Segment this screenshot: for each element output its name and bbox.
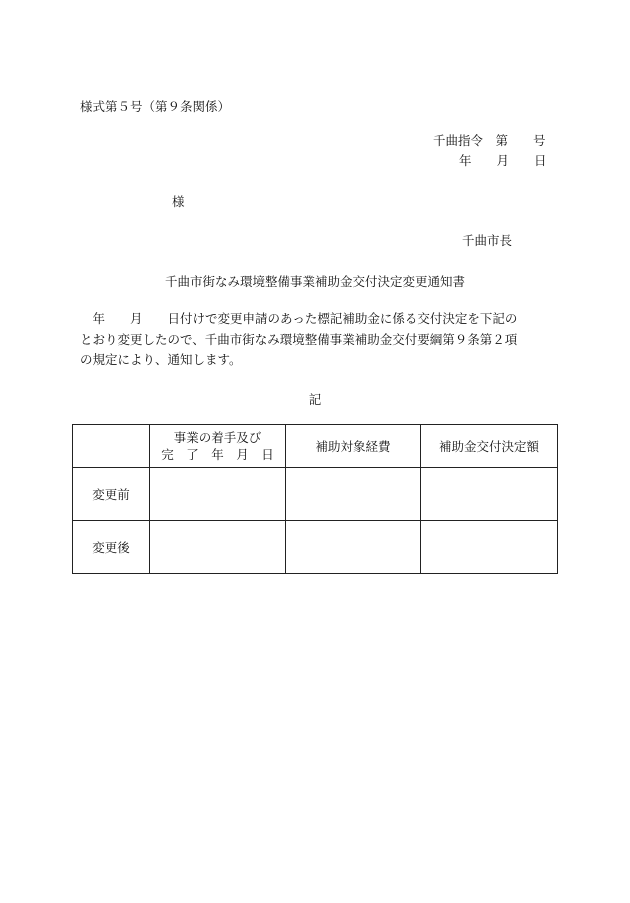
cell-before-cost — [286, 468, 421, 521]
header-start-line: 事業の着手及び — [173, 430, 262, 445]
sender-name: 千曲市長 — [462, 233, 513, 248]
cell-before-dates — [150, 468, 286, 521]
table-row — [73, 521, 558, 574]
table-header-row — [73, 425, 558, 468]
row-label-after: 変更後 — [73, 521, 150, 574]
header-empty-cell — [73, 425, 150, 468]
issuer-number-line: 千曲指令 第 号 — [433, 133, 546, 148]
issue-date-line: 年 月 日 — [459, 153, 547, 168]
change-table — [72, 424, 558, 574]
cell-after-dates — [150, 521, 286, 574]
header-grant-amount: 補助金交付決定額 — [421, 425, 558, 468]
body-text — [80, 309, 550, 371]
cell-after-amount — [421, 521, 558, 574]
body-line-1: 年 月 日付けで変更申請のあった標記補助金に係る交付決定を下記の — [80, 311, 518, 326]
body-line-2: とおり変更したので、千曲市街なみ環境整備事業補助金交付要綱第９条第２項 — [80, 331, 518, 347]
cell-after-cost — [286, 521, 421, 574]
header-completion-line: 完 了 年 月 日 — [161, 447, 274, 462]
header-start-completion-date — [150, 425, 286, 468]
document-title: 千曲市街なみ環境整備事業補助金交付決定変更通知書 — [164, 274, 465, 289]
header-eligible-cost: 補助対象経費 — [286, 425, 421, 468]
table-row — [73, 468, 558, 521]
form-number: 様式第５号（第９条関係） — [80, 99, 231, 114]
ki-heading: 記 — [308, 392, 322, 407]
body-line-3: の規定により、通知します。 — [80, 352, 242, 367]
row-label-before: 変更前 — [73, 468, 150, 521]
addressee-honorific: 様 — [172, 194, 185, 209]
cell-before-amount — [421, 468, 558, 521]
